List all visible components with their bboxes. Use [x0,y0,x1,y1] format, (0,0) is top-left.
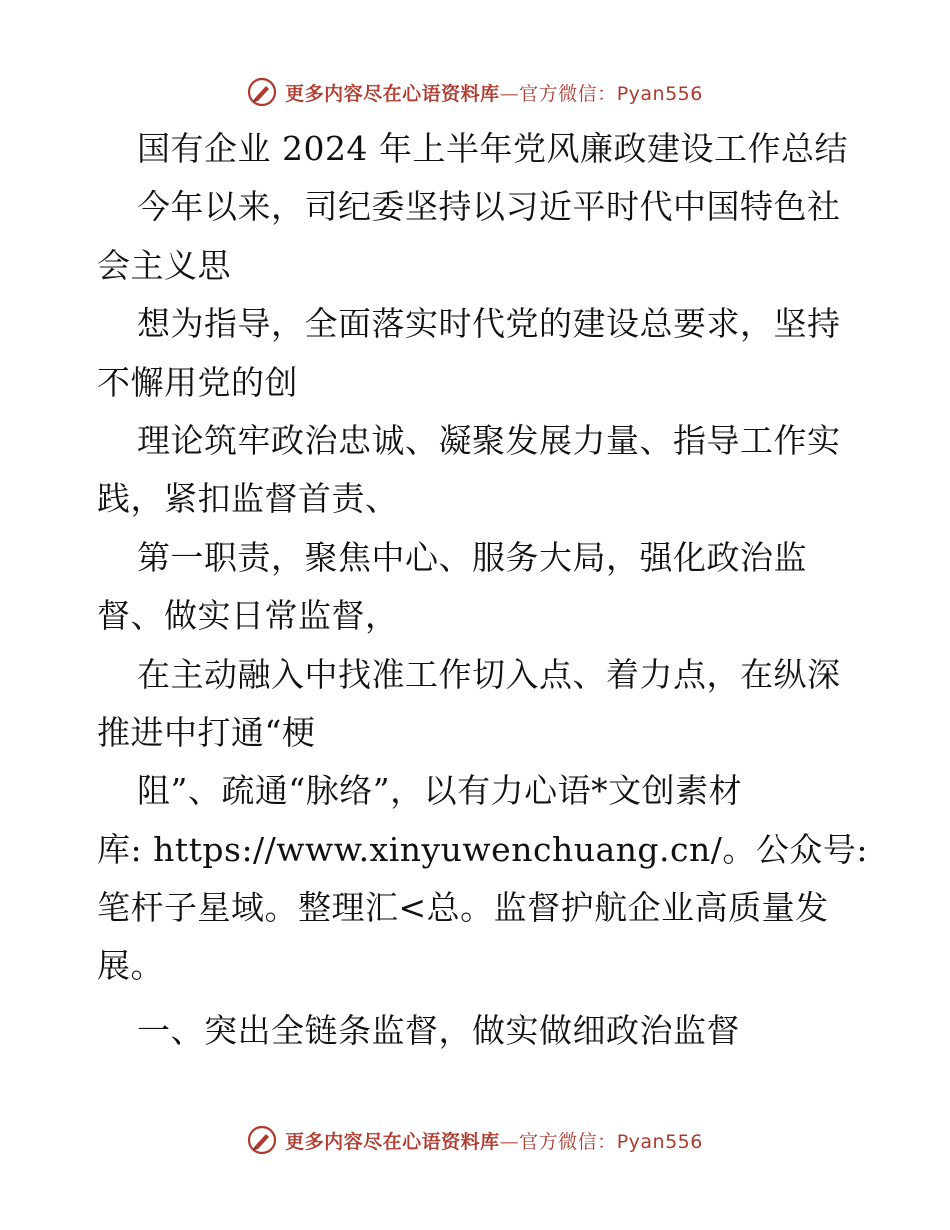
header-watermark [0,72,950,112]
paragraph-line: 推进中打通“梗 [97,712,316,752]
pen-logo-icon [247,77,277,107]
document-title: 国有企业 2024 年上半年党风廉政建设工作总结 [137,129,848,168]
paragraph-line: 会主义思 [97,245,231,285]
paragraph-line: 在主动融入中找准工作切入点、着力点，在纵深 [137,654,841,694]
paragraph-line: 不懈用党的创 [97,362,298,402]
pen-logo-icon [247,1125,277,1155]
watermark-text: 更多内容尽在心语资料库—官方微信：Pyan556 [285,1130,703,1153]
paragraph-line: 库: https://www.xinyuwenchuang.cn/。公众号: [97,829,868,869]
paragraph-line: 督、做实日常监督， [97,596,399,636]
paragraph-line: 践，紧扣监督首责、 [97,479,399,519]
document-body [97,120,868,1060]
paragraph-line: 第一职责，聚焦中心、服务大局，强化政治监 [137,537,807,577]
paragraph-line: 笔杆子星域。整理汇<总。监督护航企业高质量发 [97,888,829,928]
paragraph-line: 展。 [97,946,164,986]
paragraph-line: 阻”、疏通“脉络”，以有力心语*文创素材 [137,771,743,811]
paragraph-line: 理论筑牢政治忠诚、凝聚发展力量、指导工作实 [137,420,841,460]
footer-watermark [0,1120,950,1160]
section-heading: 一、突出全链条监督，做实做细政治监督 [137,1010,740,1050]
paragraph-line: 今年以来，司纪委坚持以习近平时代中国特色社 [137,187,841,227]
paragraph-line: 想为指导，全面落实时代党的建设总要求，坚持 [137,304,841,344]
watermark-text: 更多内容尽在心语资料库—官方微信：Pyan556 [285,82,703,105]
